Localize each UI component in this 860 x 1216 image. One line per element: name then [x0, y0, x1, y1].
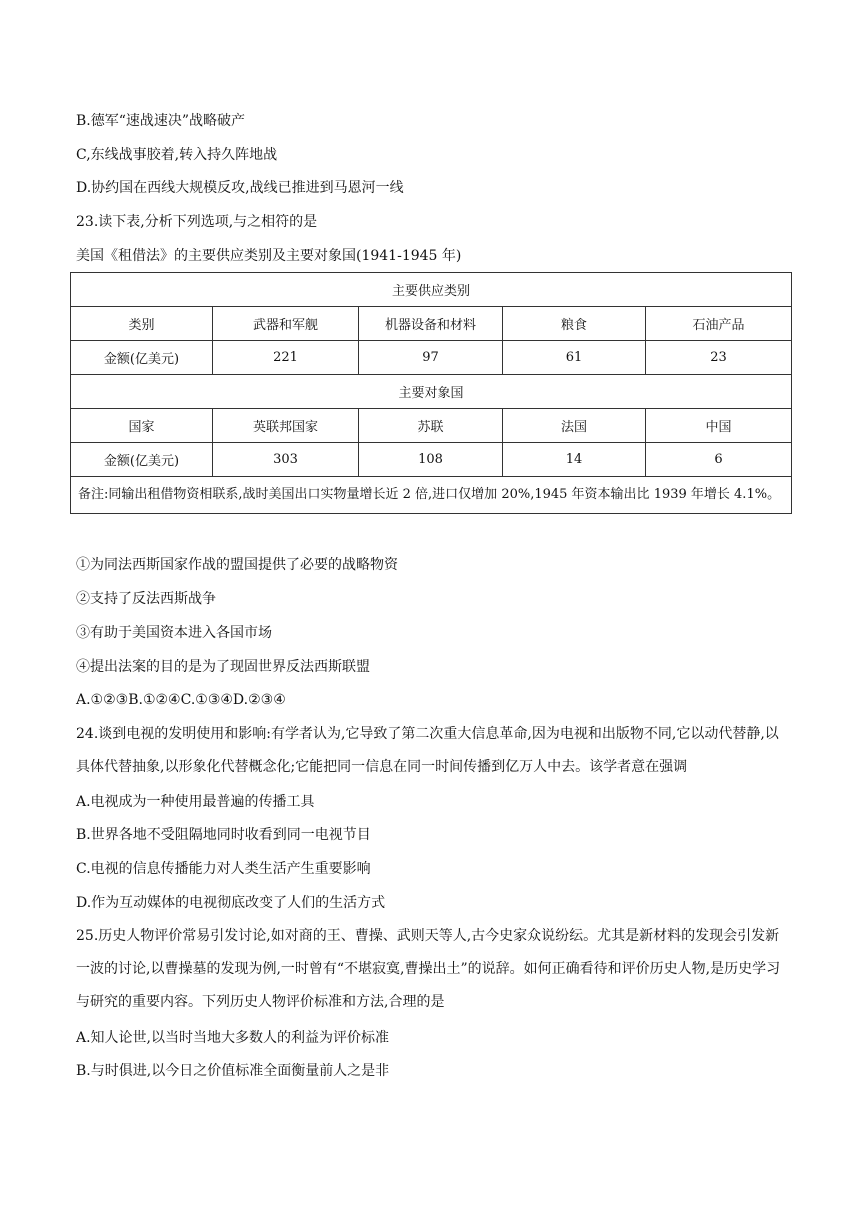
table-cell: 粮食 [503, 307, 646, 341]
table-cell: 机器设备和材料 [359, 307, 503, 341]
table-row [71, 443, 792, 477]
table-section-title: 主要供应类别 [71, 273, 792, 307]
table-cell: 6 [646, 443, 792, 477]
table-cell: 石油产品 [646, 307, 792, 341]
table-header-row [71, 307, 792, 341]
table-note-row [71, 477, 792, 514]
q22-option-c: C,东线战事胶着,转入持久阵地战 [76, 147, 278, 163]
table-section-title: 主要对象国 [71, 375, 792, 409]
q23-answers: A.①②③B.①②④C.①③④D.②③④ [76, 692, 286, 708]
table-cell: 108 [359, 443, 503, 477]
q22-option-b: B.德军“速战速决”战略破产 [76, 113, 246, 129]
q24-option-a: A.电视成为一种使用最普遍的传播工具 [76, 794, 315, 810]
table-cell: 97 [359, 341, 503, 375]
q25-stem: 25.历史人物评价常易引发讨论,如对商的王、曹操、武则天等人,古今史家众说纷纭。尤其是新材料的发现会引发新一波的讨论,以曹操墓的发现为例,一时曾有“不堪寂寞,曹操出土”的说辞。如何正确看待和评价历史人物,是历史学习与研究的重要内容。下列历史人物评价标准和方法,合理的是 [76, 928, 781, 1010]
table-note: 备注:同输出租借物资相联系,战时美国出口实物量增长近 2 倍,进口仅增加 20%,1945 年资本输出比 1939 年增长 4.1%。 [71, 477, 792, 514]
q24-option-c: C.电视的信息传播能力对人类生活产生重要影响 [76, 861, 371, 877]
table-cell: 苏联 [359, 409, 503, 443]
q23-table-title: 美国《租借法》的主要供应类别及主要对象国(1941-1945 年) [76, 248, 462, 264]
q23-statement-2: ②支持了反法西斯战争 [76, 591, 216, 607]
table-cell: 14 [503, 443, 646, 477]
table-cell: 金额(亿美元) [71, 443, 213, 477]
table-cell: 英联邦国家 [213, 409, 359, 443]
table-cell: 23 [646, 341, 792, 375]
table-section-row [71, 273, 792, 307]
q22-option-d: D.协约国在西线大规模反攻,战线已推进到马恩河一线 [76, 180, 404, 196]
table-cell: 法国 [503, 409, 646, 443]
table-cell: 中国 [646, 409, 792, 443]
q25-option-a: A.知人论世,以当时当地大多数人的利益为评价标准 [76, 1030, 390, 1046]
lend-lease-table [70, 272, 792, 514]
q23-statement-1: ①为同法西斯国家作战的盟国提供了必要的战略物资 [76, 557, 398, 573]
q25-option-b: B.与时俱进,以今日之价值标准全面衡量前人之是非 [76, 1063, 390, 1079]
q23-statement-3: ③有助于美国资本进入各国市场 [76, 625, 272, 641]
q23-statement-4: ④提出法案的目的是为了现固世界反法西斯联盟 [76, 659, 370, 675]
table-cell: 类别 [71, 307, 213, 341]
table-cell: 武器和军舰 [213, 307, 359, 341]
table-cell: 金额(亿美元) [71, 341, 213, 375]
table-header-row [71, 409, 792, 443]
table-cell: 303 [213, 443, 359, 477]
table-cell: 61 [503, 341, 646, 375]
q24-option-d: D.作为互动媒体的电视彻底改变了人们的生活方式 [76, 895, 386, 911]
table-cell: 国家 [71, 409, 213, 443]
table-cell: 221 [213, 341, 359, 375]
q24-stem: 24.谈到电视的发明使用和影响:有学者认为,它导致了第二次重大信息革命,因为电视和出版物不同,它以动代替静,以具体代替抽象,以形象化代替概念化;它能把同一信息在同一时间传播到亿万人中去。该学者意在强调 [76, 726, 779, 775]
q24-option-b: B.世界各地不受阻隔地同时收看到同一电视节目 [76, 827, 371, 843]
table-section-row [71, 375, 792, 409]
table-row [71, 341, 792, 375]
q23-stem: 23.读下表,分析下列选项,与之相符的是 [76, 214, 318, 230]
